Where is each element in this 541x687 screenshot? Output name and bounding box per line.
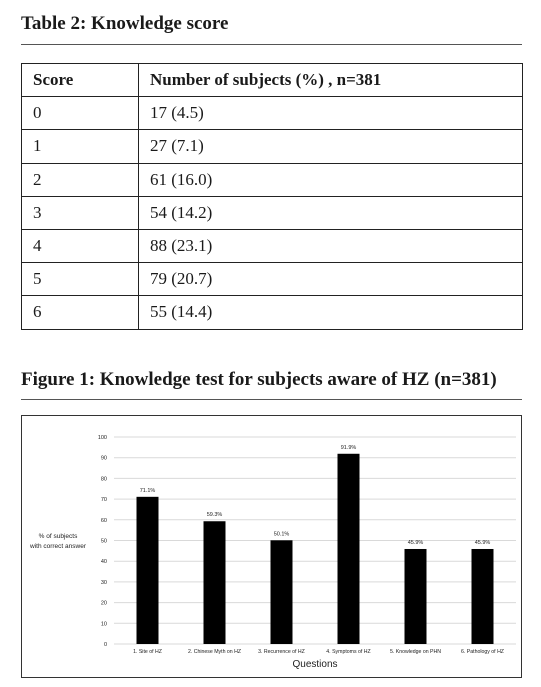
bar [338,454,360,644]
table-row [22,97,523,130]
subjects-cell: 55 (14.4) [139,296,523,329]
subjects-cell: 88 (23.1) [139,229,523,262]
y-axis-label: with correct answer [30,543,86,550]
y-axis-label: % of subjects [38,533,78,540]
bar [137,497,159,644]
data-label: 50.1% [273,531,290,538]
y-tick-label: 90 [100,455,107,462]
y-tick-label: 60 [100,517,107,524]
score-cell: 3 [22,196,139,229]
table-row [22,229,523,262]
data-label: 59.3% [206,512,223,519]
y-tick-label: 50 [100,538,107,545]
bar [472,549,494,644]
table-row [22,196,523,229]
score-cell: 0 [22,97,139,130]
y-tick-label: 100 [97,435,107,441]
table-title: Table 2: Knowledge score [21,13,229,34]
bar [271,540,293,644]
score-cell: 4 [22,229,139,262]
y-tick-label: 80 [100,476,107,483]
table-row [22,163,523,196]
data-label: 45.9% [474,539,491,546]
y-tick-label: 40 [100,559,107,566]
subjects-cell: 17 (4.5) [139,97,523,130]
bar-chart [22,416,521,677]
bar [405,549,427,644]
knowledge-score-table [21,63,523,330]
y-tick-label: 70 [100,497,107,504]
data-label: 45.9% [407,539,424,546]
score-cell: 1 [22,130,139,163]
x-tick-label: 1. Site of HZ [133,649,162,655]
table-row [22,263,523,296]
x-tick-label: 3. Recurrence of HZ [258,649,305,655]
data-label: 91.9% [340,444,357,451]
table-row [22,130,523,163]
subjects-cell: 27 (7.1) [139,130,523,163]
score-cell: 6 [22,296,139,329]
figure-title: Figure 1: Knowledge test for subjects aware of HZ (n=381) [21,369,497,390]
data-label: 71.1% [139,487,156,494]
column-header-score: Score [22,64,139,97]
y-tick-label: 20 [100,600,107,607]
score-cell: 2 [22,163,139,196]
x-tick-label: 4. Symptoms of HZ [326,649,371,655]
score-cell: 5 [22,263,139,296]
x-tick-label: 6. Pathology of HZ [461,649,504,655]
x-tick-label: 5. Knowledge on PHN [389,649,442,655]
y-tick-label: 0 [103,642,107,648]
subjects-cell: 54 (14.2) [139,196,523,229]
bar-chart-frame [21,415,522,678]
subjects-cell: 79 (20.7) [139,263,523,296]
subjects-cell: 61 (16.0) [139,163,523,196]
x-tick-label: 2. Chinese Myth on HZ [187,649,242,655]
x-axis-label: Questions [292,659,338,670]
table-header-row [22,64,523,97]
bar [204,521,226,644]
title-rule [21,44,522,45]
column-header-subjects: Number of subjects (%) , n=381 [139,64,523,97]
figure-title-rule [21,399,522,400]
table-row [22,296,523,329]
y-tick-label: 30 [100,579,107,586]
y-tick-label: 10 [100,621,107,628]
